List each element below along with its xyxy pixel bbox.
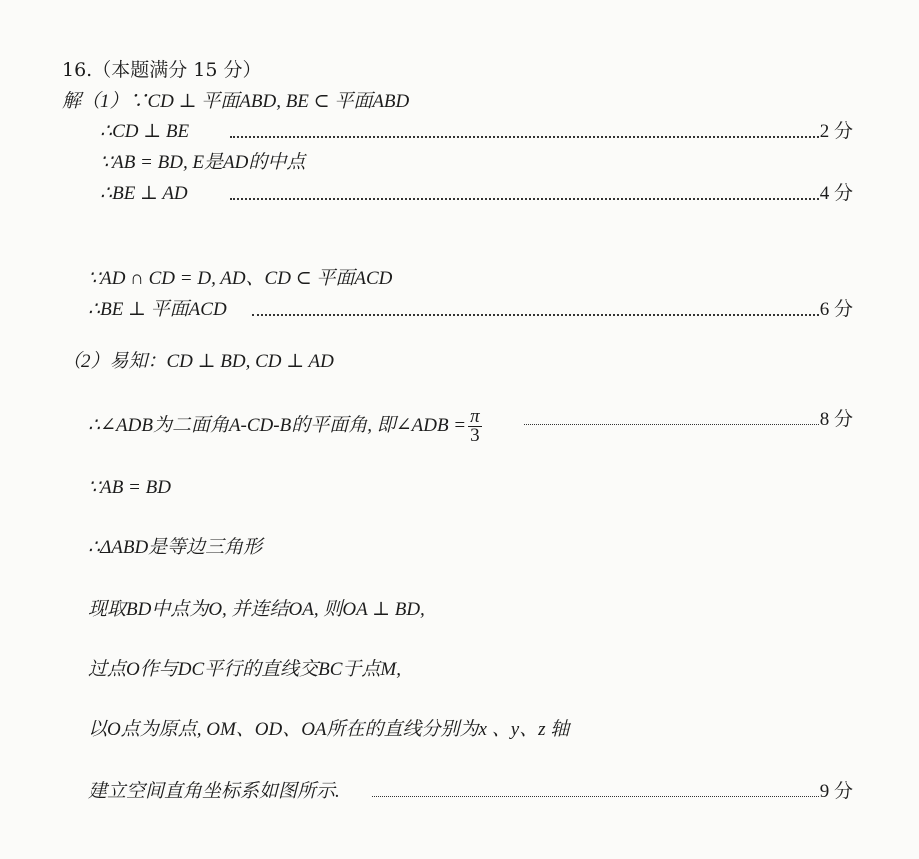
solution-text: ∴∠ADB为二面角A-CD-B的平面角, 即∠ADB = — [88, 414, 467, 436]
solution-text: ∵AB = BD — [88, 477, 171, 498]
dot-leader — [252, 314, 819, 316]
solution-text: 以O点为原点, OM、OD、OA所在的直线分别为x 、y、z 轴 — [88, 719, 570, 740]
solution-text: 解（1）∵CD ⊥ 平面ABD, BE ⊂ 平面ABD — [62, 91, 410, 112]
solution-text: ∵AB = BD, E是AD的中点 — [100, 152, 306, 173]
solution-text: 过点O作与DC平行的直线交BC于点M, — [88, 659, 401, 680]
dot-leader — [230, 198, 819, 200]
fraction-denominator: 3 — [470, 425, 480, 446]
solution-line — [0, 400, 919, 446]
problem-header-text: 16.（本题满分 15 分） — [62, 59, 262, 81]
fraction — [468, 408, 482, 445]
solution-text: （2）易知：CD ⊥ BD, CD ⊥ AD — [62, 351, 334, 372]
score-label: 9 分 — [819, 781, 853, 802]
fraction-numerator: π — [470, 406, 480, 427]
solution-text: ∴ΔABD是等边三角形 — [88, 537, 263, 558]
score-label: 6 分 — [819, 299, 853, 320]
dot-leader — [524, 424, 819, 425]
score-label: 2 分 — [819, 121, 853, 142]
solution-text: ∴BE ⊥ AD — [100, 183, 188, 204]
solution-text: ∴BE ⊥ 平面ACD — [88, 299, 227, 320]
solution-text: 建立空间直角坐标系如图所示. — [88, 781, 340, 802]
solution-text: 现取BD中点为O, 并连结OA, 则OA ⊥ BD, — [88, 599, 425, 620]
dot-leader — [372, 796, 819, 797]
dot-leader — [230, 136, 819, 138]
solution-text: ∵AD ∩ CD = D, AD、CD ⊂ 平面ACD — [88, 268, 393, 289]
score-label: 8 分 — [819, 409, 853, 430]
solution-text: ∴CD ⊥ BE — [100, 121, 190, 142]
solution-text-with-fraction — [88, 408, 482, 445]
score-label: 4 分 — [819, 183, 853, 204]
